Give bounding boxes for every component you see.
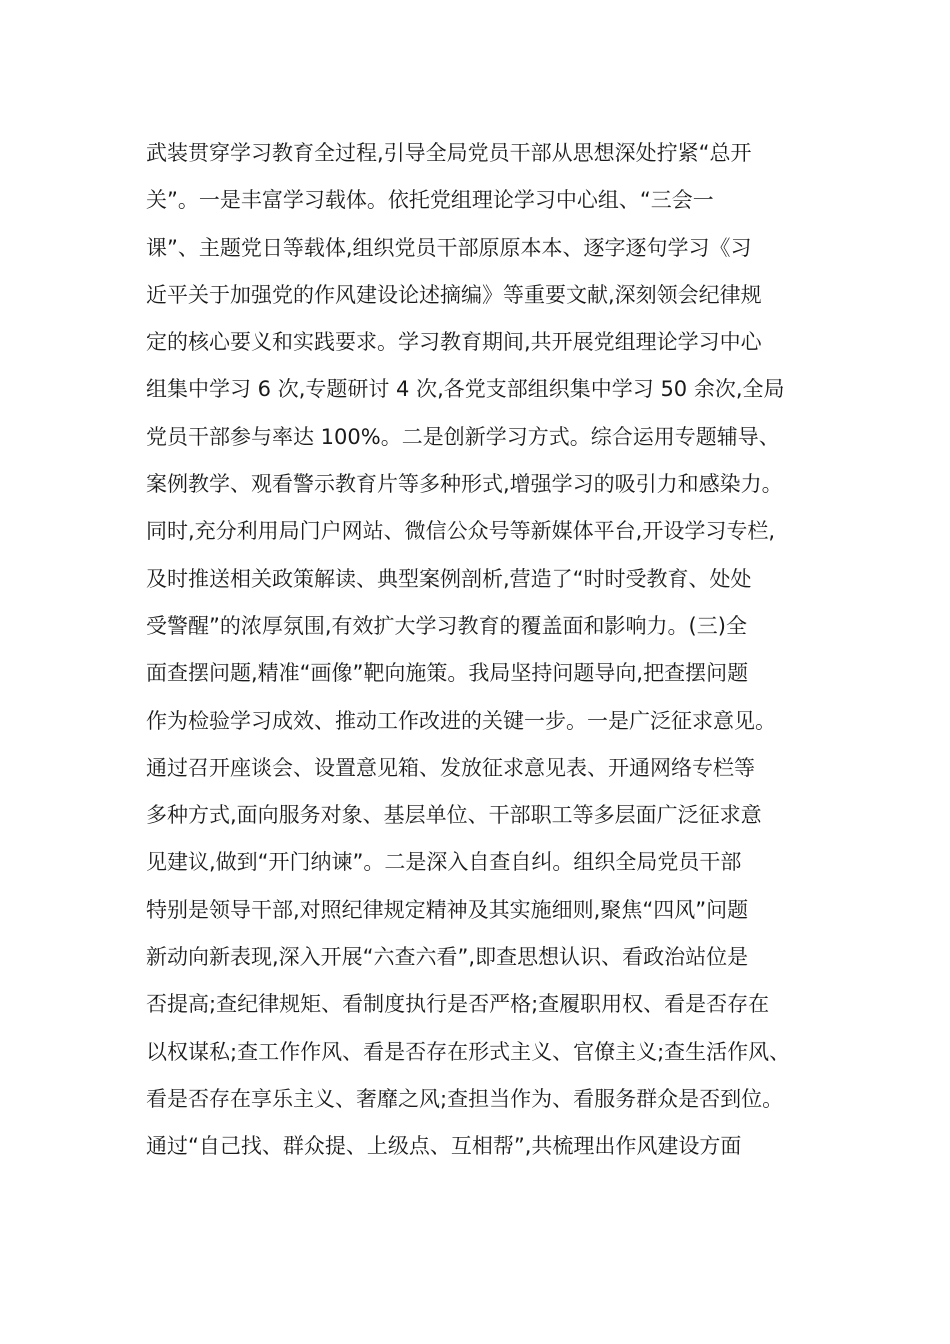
text-line: 否提高;查纪律规矩、看制度执行是否严格;查履职用权、看是否存在 xyxy=(146,992,770,1017)
text-line: 新动向新表现,深入开展“六查六看”,即查思想认识、看政治站位是 xyxy=(146,945,749,970)
text-line: 及时推送相关政策解读、典型案例剖析,营造了“时时受教育、处处 xyxy=(146,566,752,591)
text-line: 看是否存在享乐主义、奢靡之风;查担当作为、看服务群众是否到位。 xyxy=(146,1086,784,1111)
text-line: 特别是领导干部,对照纪律规定精神及其实施细则,聚焦“四风”问题 xyxy=(146,897,749,922)
text-line: 受警醒”的浓厚氛围,有效扩大学习教育的覆盖面和影响力。(三)全 xyxy=(146,613,747,638)
text-line: 见建议,做到“开门纳谏”。二是深入自查自纠。组织全局党员干部 xyxy=(146,850,742,875)
text-line: 通过“自己找、群众提、上级点、互相帮”,共梳理出作风建设方面 xyxy=(146,1134,742,1159)
text-line: 通过召开座谈会、设置意见箱、发放征求意见表、开通网络专栏等 xyxy=(146,755,755,780)
text-line: 关”。一是丰富学习载体。依托党组理论学习中心组、“三会一 xyxy=(146,188,714,213)
text-line: 定的核心要义和实践要求。学习教育期间,共开展党组理论学习中心 xyxy=(146,330,762,355)
text-line: 面查摆问题,精准“画像”靶向施策。我局坚持问题导向,把查摆问题 xyxy=(146,661,749,686)
text-line: 近平关于加强党的作风建设论述摘编》等重要文献,深刻领会纪律规 xyxy=(146,282,762,307)
text-line: 武装贯穿学习教育全过程,引导全局党员干部从思想深处拧紧“总开 xyxy=(146,141,752,165)
body-paragraph xyxy=(146,130,826,1171)
text-line: 党员干部参与率达 100%。二是创新学习方式。综合运用专题辅导、 xyxy=(146,424,780,449)
text-line: 以权谋私;查工作作风、看是否存在形式主义、官僚主义;查生活作风、 xyxy=(146,1039,791,1064)
text-line: 多种方式,面向服务对象、基层单位、干部职工等多层面广泛征求意 xyxy=(146,803,762,828)
text-line: 同时,充分利用局门户网站、微信公众号等新媒体平台,开设学习专栏, xyxy=(146,519,776,544)
text-line: 课”、主题党日等载体,组织党员干部原原本本、逐字逐句学习《习 xyxy=(146,235,752,260)
text-line: 组集中学习 6 次,专题研讨 4 次,各党支部组织集中学习 50 余次,全局 xyxy=(146,377,785,402)
text-line: 作为检验学习成效、推动工作改进的关键一步。一是广泛征求意见。 xyxy=(146,708,776,733)
text-line: 案例教学、观看警示教育片等多种形式,增强学习的吸引力和感染力。 xyxy=(146,472,783,497)
